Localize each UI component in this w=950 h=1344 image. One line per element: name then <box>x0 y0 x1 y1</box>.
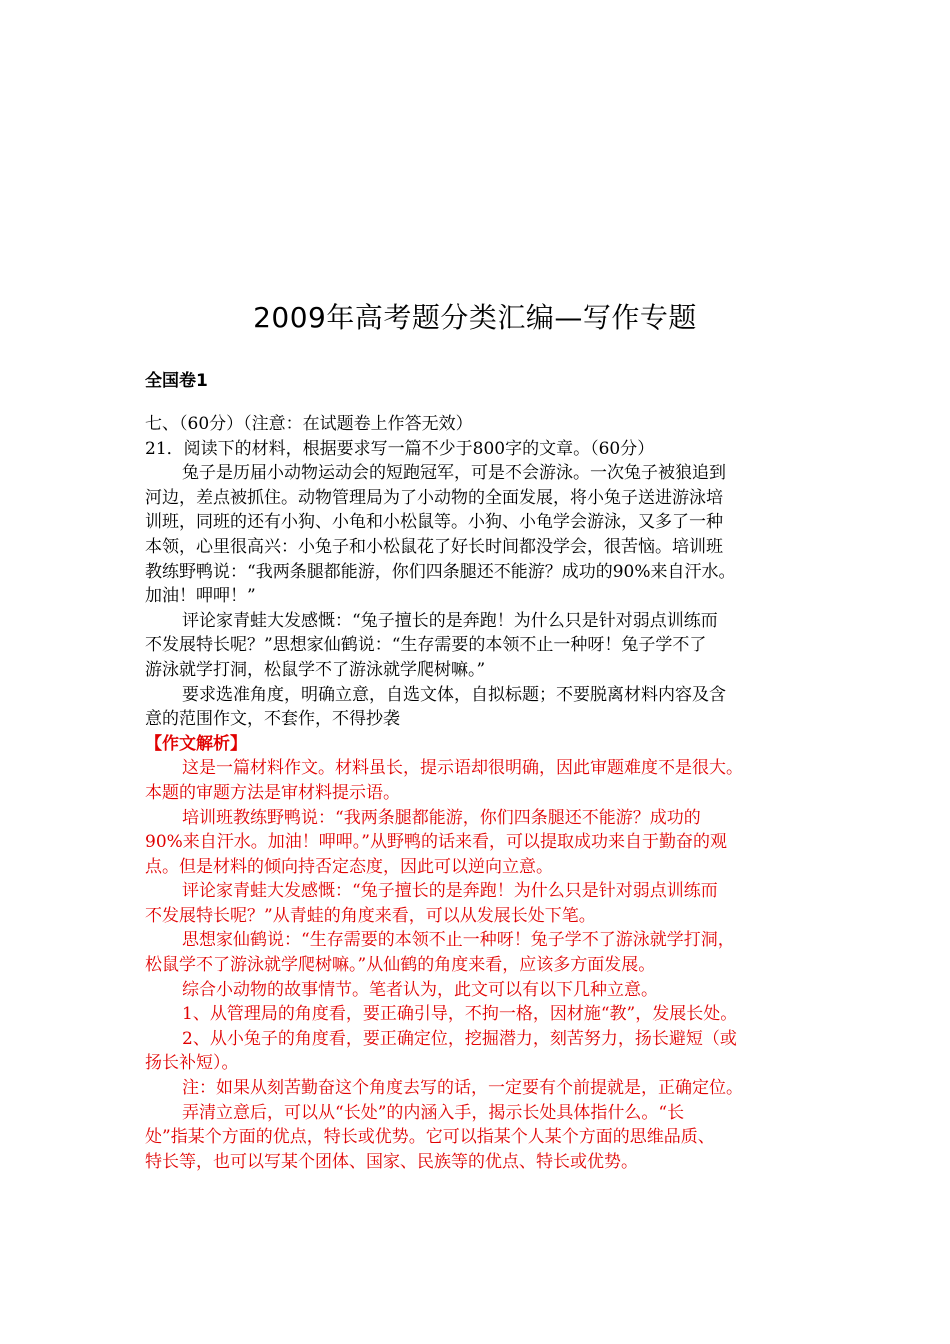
analysis-line: 注：如果从刻苦勤奋这个角度去写的话，一定要有个前提就是，正确定位。 <box>182 1078 743 1099</box>
material-line: 河边，差点被抓住。动物管理局为了小动物的全面发展，将小兔子送进游泳培 <box>145 487 723 508</box>
analysis-line: 90%来自汗水。加油！呷呷。”从野鸭的话来看，可以提取成功来自于勤奋的观 <box>145 832 727 853</box>
analysis-line: 松鼠学不了游泳就学爬树嘛。”从仙鹤的角度来看，应该多方面发展。 <box>145 955 656 976</box>
material-line: 要求选准角度，明确立意，自选文体，自拟标题；不要脱离材料内容及含 <box>182 684 726 705</box>
analysis-line: 弄清立意后，可以从“长处”的内涵入手，揭示长处具体指什么。“长 <box>182 1102 685 1123</box>
analysis-line: 1、从管理局的角度看，要正确引导，不拘一格，因材施“教”，发展长处。 <box>182 1004 738 1025</box>
question-prompt: 21．阅读下的材料，根据要求写一篇不少于800字的文章。（60分） <box>145 438 655 459</box>
analysis-line: 评论家青蛙大发感慨：“兔子擅长的是奔跑！为什么只是针对弱点训练而 <box>182 881 718 902</box>
material-line: 兔子是历届小动物运动会的短跑冠军，可是不会游泳。一次兔子被狼追到 <box>182 463 726 484</box>
material-line: 加油！呷呷！” <box>145 586 256 607</box>
material-line: 不发展特长呢？”思想家仙鹤说：“生存需要的本领不止一种呀！兔子学不了 <box>145 635 707 656</box>
analysis-line: 本题的审题方法是审材料提示语。 <box>145 782 400 803</box>
analysis-line: 扬长补短）。 <box>145 1053 239 1074</box>
material-line: 意的范围作文，不套作，不得抄袭 <box>145 709 400 730</box>
page-title: 2009年高考题分类汇编—写作专题 <box>253 301 697 334</box>
analysis-heading: 【作文解析】 <box>145 733 247 754</box>
analysis-line: 培训班教练野鸭说：“我两条腿都能游，你们四条腿还不能游？成功的 <box>182 807 701 828</box>
material-line: 训班，同班的还有小狗、小龟和小松鼠等。小狗、小龟学会游泳，又多了一种 <box>145 512 723 533</box>
section-heading: 全国卷1 <box>145 371 208 391</box>
analysis-line: 2、从小兔子的角度看，要正确定位，挖掘潜力，刻苦努力，扬长避短（或 <box>182 1028 737 1049</box>
analysis-line: 不发展特长呢？”从青蛙的角度来看，可以从发展长处下笔。 <box>145 905 596 926</box>
material-line: 游泳就学打洞，松鼠学不了游泳就学爬树嘛。” <box>145 659 486 680</box>
material-line: 评论家青蛙大发感慨：“兔子擅长的是奔跑！为什么只是针对弱点训练而 <box>182 610 718 631</box>
analysis-line: 处”指某个方面的优点，特长或优势。它可以指某个人某个方面的思维品质、 <box>145 1127 715 1148</box>
document-body <box>145 412 825 1174</box>
material-line: 教练野鸭说：“我两条腿都能游，你们四条腿还不能游？成功的90%来自汗水。 <box>145 561 736 582</box>
question-header: 七、（60分）（注意：在试题卷上作答无效） <box>145 414 473 434</box>
material-line: 本领，心里很高兴：小兔子和小松鼠花了好长时间都没学会，很苦恼。培训班 <box>145 536 723 557</box>
analysis-line: 综合小动物的故事情节。笔者认为，此文可以有以下几种立意。 <box>182 979 658 1000</box>
analysis-line: 思想家仙鹤说：“生存需要的本领不止一种呀！兔子学不了游泳就学打洞， <box>182 930 735 951</box>
analysis-line: 特长等，也可以写某个团体、国家、民族等的优点、特长或优势。 <box>145 1151 638 1172</box>
analysis-line: 点。但是材料的倾向持否定态度，因此可以逆向立意。 <box>145 856 553 877</box>
analysis-line: 这是一篇材料作文。材料虽长，提示语却很明确，因此审题难度不是很大。 <box>182 758 743 779</box>
